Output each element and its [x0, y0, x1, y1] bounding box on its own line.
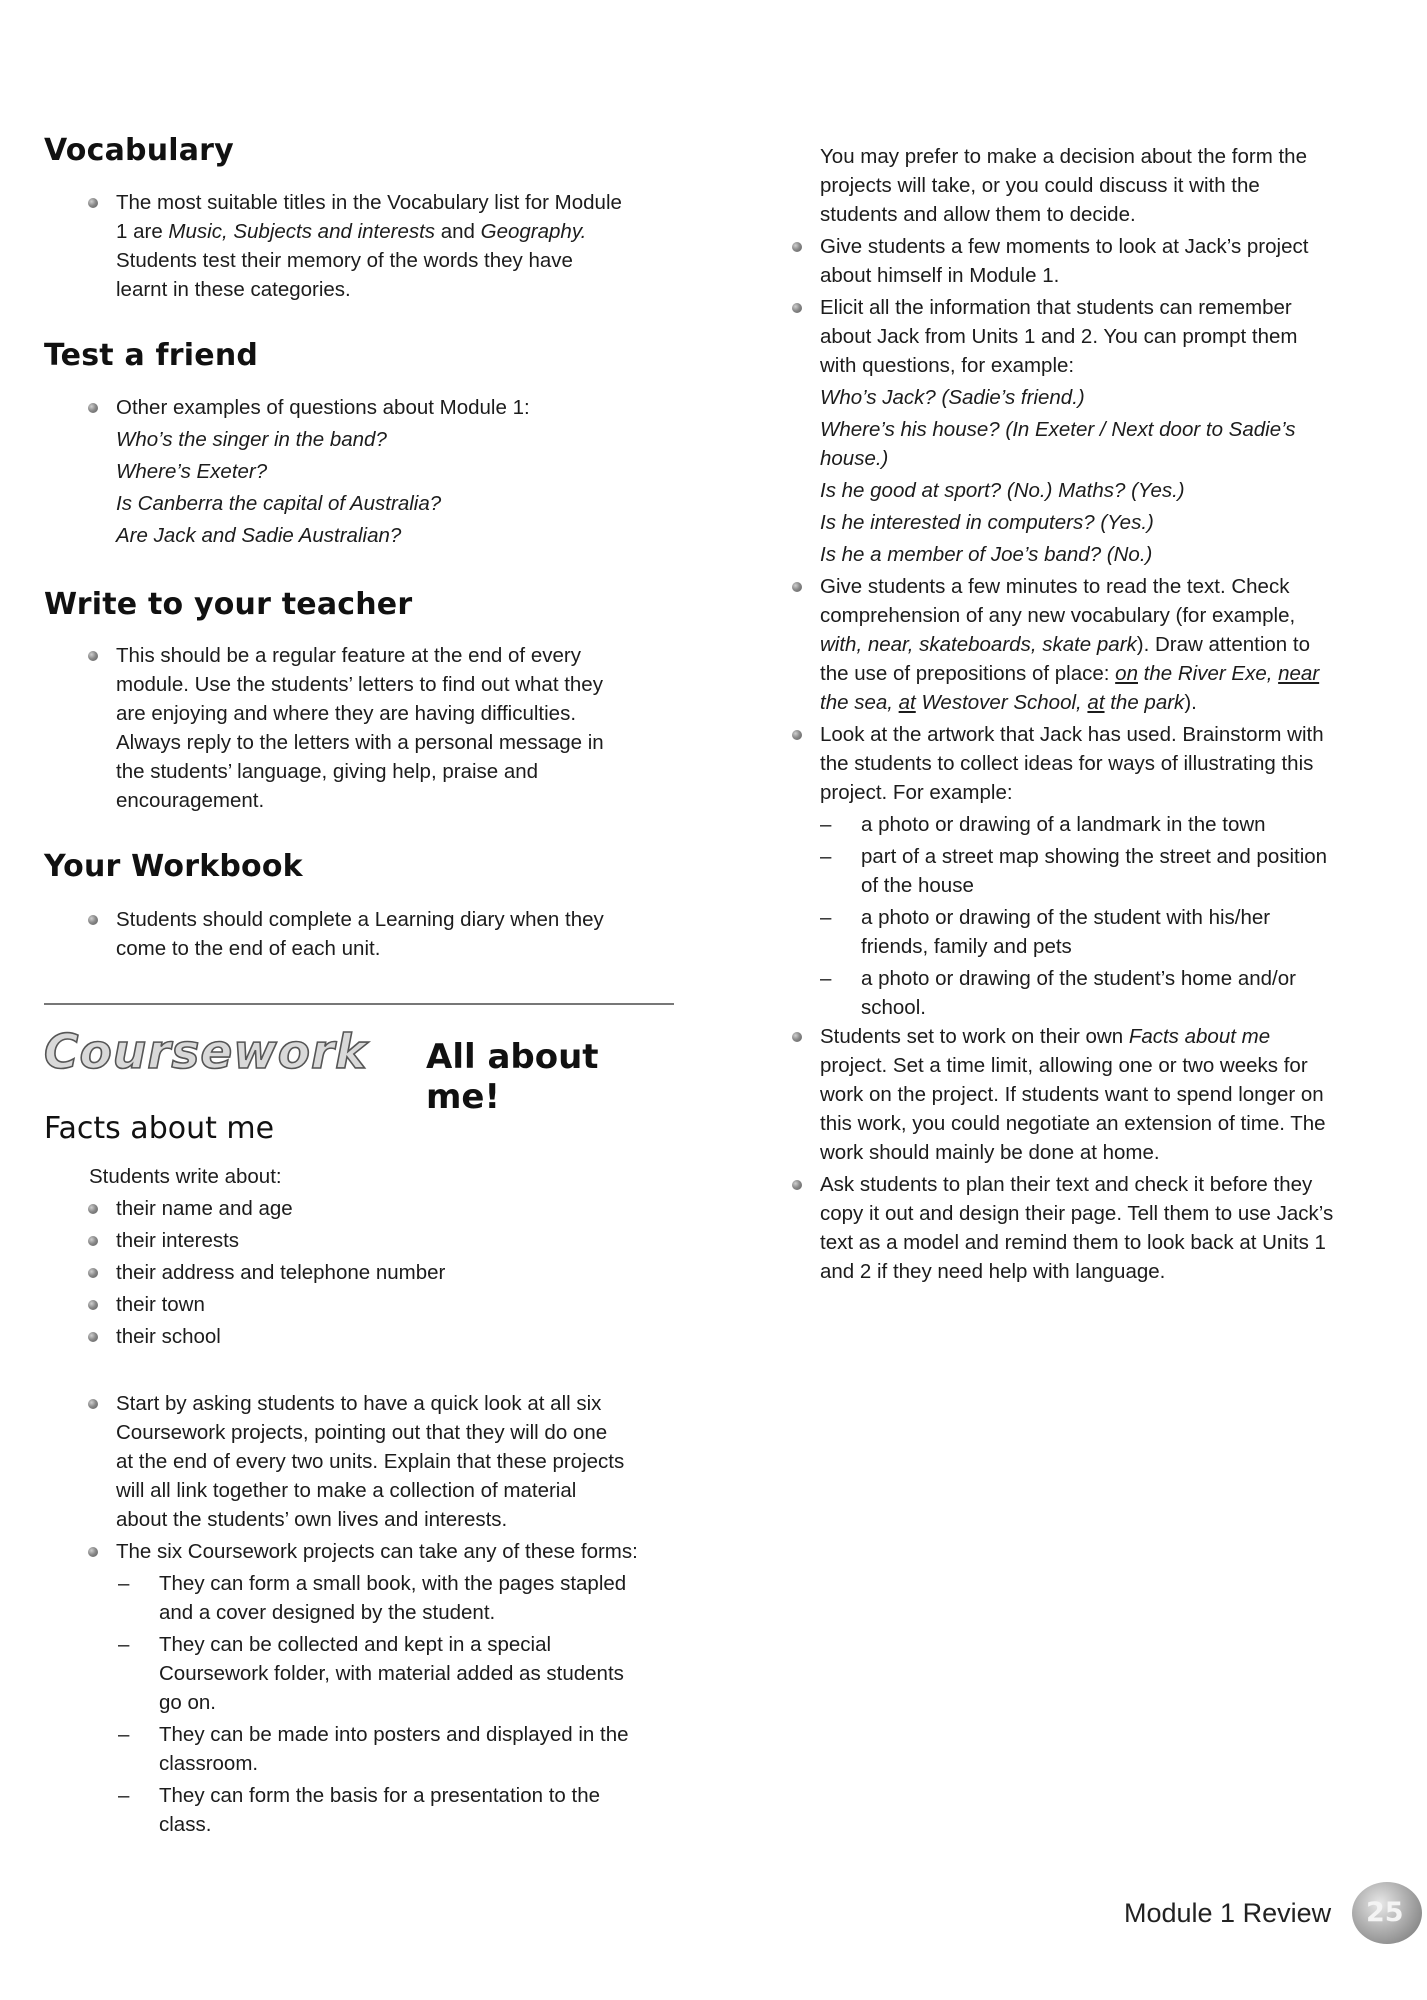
list-item: Start by asking students to have a quick look at all six Coursework projects, pointing out that they will do one at the end of every two units. Explain that these projects will all link together to make a collection of material about the students’ own lives and interests.	[86, 1389, 726, 1534]
coursework-topics	[89, 1162, 709, 1351]
list-item: Other examples of questions about Module 1: Who’s the singer in the band? Where’s Exeter? Is Canberra the capital of Australia? Are Jack and Sadie Australian?	[86, 393, 706, 550]
coursework-title: All about me!	[426, 1037, 599, 1117]
list-item: their name and age	[86, 1194, 706, 1223]
form-option: – They can form the basis for a presentation to the class.	[116, 1781, 726, 1839]
topics-intro: Students write about:	[89, 1165, 282, 1188]
workbook-bullet	[86, 905, 706, 963]
list-item: Ask students to plan their text and check it before they copy it out and design their page. Tell them to use Jack’s text as a model and remind them to look back at Units 1 and 2 if they need help with language.	[790, 1170, 1350, 1286]
illustration-idea: – a photo or drawing of the student with his/her friends, family and pets	[818, 903, 1378, 961]
test-a-friend-bullet	[86, 393, 706, 550]
page-number: 25	[1366, 1897, 1404, 1928]
illustration-idea: – a photo or drawing of a landmark in the town	[818, 810, 1378, 839]
vocabulary-bullet	[86, 188, 706, 304]
list-item: their interests	[86, 1226, 706, 1255]
illustration-idea: – a photo or drawing of the student’s home and/or school.	[818, 964, 1378, 1022]
list-item: Give students a few moments to look at Jack’s project about himself in Module 1.	[790, 232, 1350, 290]
footer-module-label: Module 1 Review	[1124, 1898, 1332, 1928]
form-option: – They can form a small book, with the pages stapled and a cover designed by the student.	[116, 1569, 726, 1627]
coursework-start-bullet	[86, 1389, 726, 1839]
illustration-idea: – part of a street map showing the street and position of the house	[818, 842, 1378, 900]
write-to-teacher-heading: Write to your teacher	[44, 587, 413, 622]
list-item: The six Coursework projects can take any of these forms:	[86, 1537, 726, 1566]
list-item: The most suitable titles in the Vocabulary list for Module 1 are Music, Subjects and interests and Geography. Students test their memory of the words they have learnt in these categories.	[86, 188, 706, 304]
intro-paragraph: You may prefer to make a decision about the form the projects will take, or you could discuss it with the students and allow them to decide.	[820, 145, 1307, 226]
list-item: Students should complete a Learning diary when they come to the end of each unit.	[86, 905, 706, 963]
list-item: Give students a few minutes to read the text. Check comprehension of any new vocabulary (for example, with, near, skateboards, skate park). Draw attention to the use of prepositions of place: on the River Exe, near the sea, at Westover School, at the park).	[790, 572, 1350, 717]
list-item: Look at the artwork that Jack has used. Brainstorm with the students to collect ideas for ways of illustrating this project. For example:	[790, 720, 1350, 807]
your-workbook-heading: Your Workbook	[44, 849, 303, 884]
list-item: Students set to work on their own Facts about me project. Set a time limit, allowing one or two weeks for work on the project. If students want to spend longer on this work, you could negotiate an extension of time. The work should mainly be done at home.	[790, 1022, 1350, 1167]
list-item: their address and telephone number	[86, 1258, 706, 1287]
list-item: This should be a regular feature at the end of every module. Use the students’ letters to find out what they are enjoying and where they are having difficulties. Always reply to the letters with a personal message in the students’ language, giving help, praise and encouragement.	[86, 641, 706, 815]
write-to-teacher-bullet	[86, 641, 706, 815]
form-option: – They can be collected and kept in a special Coursework folder, with material added as students go on.	[116, 1630, 726, 1717]
vocabulary-heading: Vocabulary	[44, 133, 234, 168]
form-option: – They can be made into posters and displayed in the classroom.	[116, 1720, 726, 1778]
list-item: Elicit all the information that students can remember about Jack from Units 1 and 2. You can prompt them with questions, for example: Who’s Jack? (Sadie’s friend.) Where’s his house? (In Exeter / Next door to Sadie’s house.) Is he good at sport? (No.) Maths? (Yes.) Is he interested in computers? (Yes.) Is he a member of Joe’s band? (No.)	[790, 293, 1350, 569]
list-item: their town	[86, 1290, 706, 1319]
test-a-friend-heading: Test a friend	[44, 338, 259, 373]
facts-about-me-heading: Facts about me	[44, 1111, 275, 1146]
list-item: their school	[86, 1322, 706, 1351]
section-divider	[44, 1003, 674, 1005]
right-column	[818, 142, 1378, 1286]
coursework-logo: Coursework	[44, 1025, 368, 1080]
